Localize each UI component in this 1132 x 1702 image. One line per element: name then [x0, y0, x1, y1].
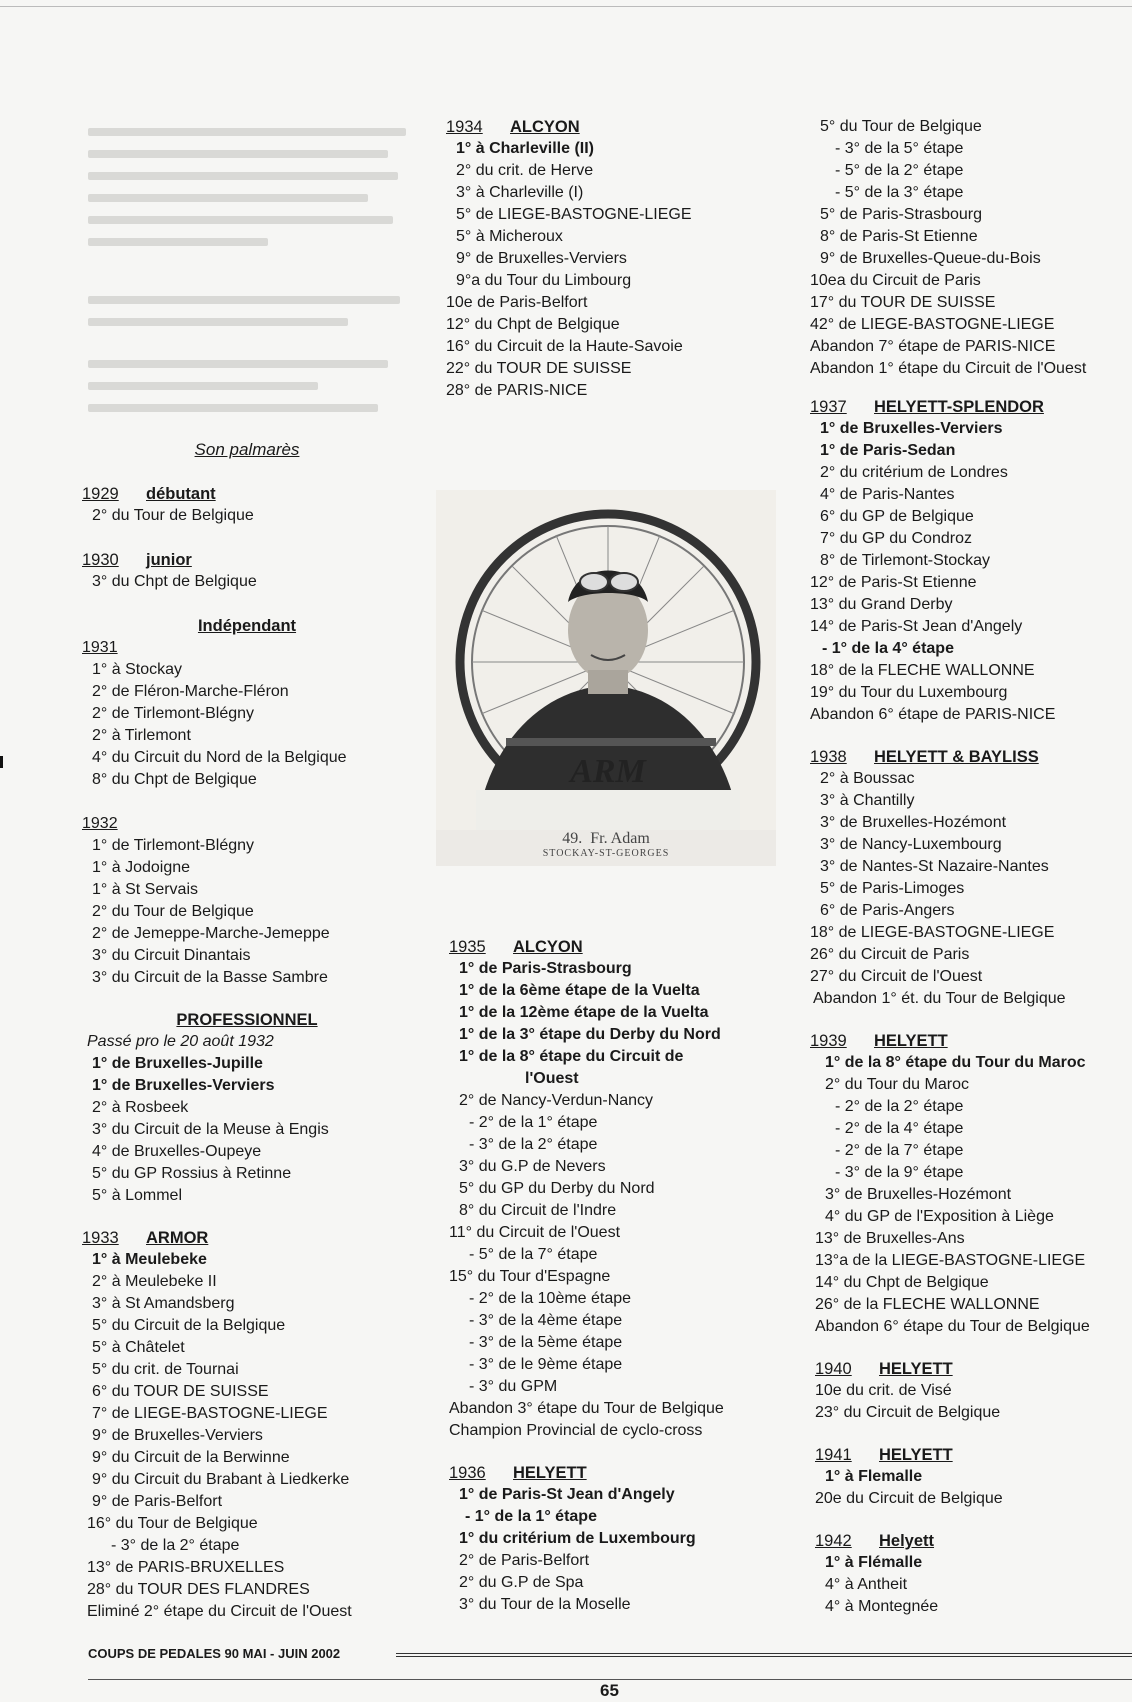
result-item: 26° de la FLECHE WALLONNE [815, 1296, 1040, 1313]
result-item: 11° du Circuit de l'Ouest [449, 1224, 621, 1241]
faded-text-line [88, 216, 393, 224]
photo-caption-name: 49. Fr. Adam [562, 830, 650, 847]
result-subitem: - 3° du GPM [469, 1378, 558, 1395]
result-item: 28° de PARIS-NICE [446, 382, 588, 399]
result-item: 19° du Tour du Luxembourg [810, 684, 1008, 701]
result-item: 23° du Circuit de Belgique [815, 1404, 1001, 1421]
result-item: Eliminé 2° étape du Circuit de l'Ouest [87, 1603, 352, 1620]
result-item: 2° de Nancy-Verdun-Nancy [459, 1092, 654, 1109]
faded-text-line [88, 238, 268, 246]
result-item: 1° à Flemalle [825, 1468, 923, 1485]
result-item: 1° de la 3° étape du Derby du Nord [459, 1026, 721, 1043]
result-item: 5° à Lommel [92, 1187, 182, 1204]
result-item: 4° de Bruxelles-Oupeye [92, 1143, 262, 1160]
result-item: 12° du Chpt de Belgique [446, 316, 620, 333]
result-item: 2° de Paris-Belfort [459, 1552, 590, 1569]
section-title: Son palmarès [194, 440, 300, 459]
result-item: 2° du G.P de Spa [459, 1574, 584, 1591]
result-subitem: - 5° de la 2° étape [835, 162, 964, 179]
magazine-footer: COUPS DE PEDALES 90 MAI - JUIN 2002 [88, 1646, 341, 1661]
faded-text-line [88, 150, 388, 158]
result-item: 8° de Tirlemont-Stockay [820, 552, 991, 569]
season-heading-1938: 1938 HELYETT & BAYLISS [810, 748, 1039, 766]
result-item: 4° à Antheit [825, 1576, 908, 1593]
result-item: 2° à Rosbeek [92, 1099, 189, 1116]
result-item: 9° de Bruxelles-Queue-du-Bois [820, 250, 1041, 267]
faded-text-line [88, 382, 318, 390]
result-subitem: - 2° de la 4° étape [835, 1120, 964, 1137]
result-item: 3° du G.P de Nevers [459, 1158, 606, 1175]
result-subitem: - 1° de la 4° étape [822, 640, 954, 657]
footer-rule [396, 1656, 1132, 1657]
result-item: 3° de Bruxelles-Hozémont [820, 814, 1007, 831]
result-subitem: - 1° de la 1° étape [465, 1508, 597, 1525]
result-item: 8° de Paris-St Etienne [820, 228, 978, 245]
season-heading-1931: 1931 [82, 639, 118, 656]
result-item: 3° du Tour de la Moselle [459, 1596, 631, 1613]
result-item: 10e de Paris-Belfort [446, 294, 588, 311]
result-item: 3° de Nancy-Luxembourg [820, 836, 1002, 853]
season-heading-1936: 1936 HELYETT [449, 1464, 587, 1482]
result-item: 2° de Jemeppe-Marche-Jemeppe [92, 925, 330, 942]
result-item: 9° du Circuit de la Berwinne [92, 1449, 290, 1466]
season-heading-1941: 1941 HELYETT [815, 1446, 953, 1464]
result-subitem: - 3° de la 4ème étape [469, 1312, 623, 1329]
result-item: 9° de Bruxelles-Verviers [456, 250, 627, 267]
result-item: Abandon 6° étape de PARIS-NICE [810, 706, 1056, 723]
result-item: 1° à Flémalle [825, 1554, 923, 1571]
result-item: 3° du Circuit de la Meuse à Engis [92, 1121, 329, 1138]
result-item: 1° de Bruxelles-Verviers [820, 420, 1003, 437]
page-number: 65 [600, 1681, 619, 1700]
result-item: 16° du Tour de Belgique [87, 1515, 258, 1532]
season-heading-1942: 1942 Helyett [815, 1532, 935, 1550]
result-item: 3° du Circuit de la Basse Sambre [92, 969, 328, 986]
result-item: Abandon 1° ét. du Tour de Belgique [813, 990, 1066, 1007]
result-item: 42° de LIEGE-BASTOGNE-LIEGE [810, 316, 1055, 333]
result-item: 1° à Meulebeke [92, 1251, 207, 1268]
faded-text-line [88, 404, 378, 412]
result-item: 2° à Tirlemont [92, 727, 191, 744]
season-heading-1940: 1940 HELYETT [815, 1360, 953, 1378]
season-heading-1939: 1939 HELYETT [810, 1032, 948, 1050]
result-item: 3° du Circuit Dinantais [92, 947, 251, 964]
result-item: 2° à Boussac [820, 770, 915, 787]
result-item: 27° du Circuit de l'Ouest [810, 968, 983, 985]
result-item: 1° de Tirlemont-Blégny [92, 837, 255, 854]
jersey-lettering: ARM [570, 753, 646, 790]
result-item: 2° du Tour de Belgique [92, 507, 254, 524]
rider-photo [436, 490, 776, 866]
result-item: 6° du TOUR DE SUISSE [92, 1383, 269, 1400]
result-item: 2° de Fléron-Marche-Fléron [92, 683, 289, 700]
result-item: 7° du GP du Condroz [820, 530, 972, 547]
result-item: 1° de Bruxelles-Verviers [92, 1077, 275, 1094]
result-item: 2° du critérium de Londres [820, 464, 1008, 481]
footer-rule [396, 1653, 1132, 1654]
result-item: 13° de Bruxelles-Ans [815, 1230, 965, 1247]
result-subitem: - 3° de la 5ème étape [469, 1334, 623, 1351]
result-item: 3° du Chpt de Belgique [92, 573, 257, 590]
rider-photo-illustration [436, 490, 776, 866]
result-item: 9° du Circuit du Brabant à Liedkerke [92, 1471, 350, 1488]
result-item: 2° de Tirlemont-Blégny [92, 705, 255, 722]
season-heading-1933: 1933 ARMOR [82, 1229, 209, 1247]
result-item: 10ea du Circuit de Paris [810, 272, 981, 289]
result-item: 1° à Jodoigne [92, 859, 191, 876]
result-item: 1° de Bruxelles-Jupille [92, 1055, 263, 1072]
result-item: 5° à Châtelet [92, 1339, 185, 1356]
season-heading-1937: 1937 HELYETT-SPLENDOR [810, 398, 1044, 416]
result-item: 3° à Chantilly [820, 792, 915, 809]
result-subitem: - 3° de le 9ème étape [469, 1356, 623, 1373]
result-item: 4° de Paris-Nantes [820, 486, 955, 503]
result-item: 14° de Paris-St Jean d'Angely [810, 618, 1023, 635]
result-subitem: - 5° de la 3° étape [835, 184, 964, 201]
result-item: 13°a de la LIEGE-BASTOGNE-LIEGE [815, 1252, 1086, 1269]
result-item: 5° du crit. de Tournai [92, 1361, 239, 1378]
result-item: 3° de Bruxelles-Hozémont [825, 1186, 1012, 1203]
season-heading-1932: 1932 [82, 815, 118, 832]
result-subitem: - 2° de la 10ème étape [469, 1290, 632, 1307]
top-edge-line [0, 6, 1132, 7]
result-item: 14° du Chpt de Belgique [815, 1274, 989, 1291]
result-item: 1° de Paris-Sedan [820, 442, 956, 459]
result-item: 15° du Tour d'Espagne [449, 1268, 611, 1285]
result-item: 5° à Micheroux [456, 228, 563, 245]
result-item: 1° de Paris-St Jean d'Angely [459, 1486, 675, 1503]
result-item: 16° du Circuit de la Haute-Savoie [446, 338, 683, 355]
faded-text-line [88, 318, 348, 326]
result-item: 4° du GP de l'Exposition à Liège [825, 1208, 1054, 1225]
season-heading-1934: 1934 ALCYON [446, 118, 580, 136]
result-item: 6° du GP de Belgique [820, 508, 974, 525]
margin-mark [0, 756, 3, 768]
result-item: 13° de PARIS-BRUXELLES [87, 1559, 285, 1576]
season-heading-1930: 1930 junior [82, 551, 192, 569]
result-item: 1° de la 12ème étape de la Vuelta [459, 1004, 709, 1021]
result-item: 1° de la 8° étape du Tour du Maroc [825, 1054, 1086, 1071]
result-item: 17° du TOUR DE SUISSE [810, 294, 996, 311]
result-item: 5° du GP du Derby du Nord [459, 1180, 655, 1197]
result-item: 4° à Montegnée [825, 1598, 939, 1615]
result-item: Abandon 3° étape du Tour de Belgique [449, 1400, 724, 1417]
result-item: 10e du crit. de Visé [815, 1382, 952, 1399]
category-title-professionnel: PROFESSIONNEL [176, 1011, 318, 1029]
result-item: 28° du TOUR DES FLANDRES [87, 1581, 310, 1598]
result-subitem: - 5° de la 7° étape [469, 1246, 598, 1263]
category-title-independant: Indépendant [197, 617, 297, 635]
result-subitem: - 3° de la 9° étape [835, 1164, 964, 1181]
season-heading-1929: 1929 débutant [82, 485, 216, 503]
result-item: 1° de Paris-Strasbourg [459, 960, 632, 977]
faded-text-line [88, 128, 406, 136]
result-item: 4° du Circuit du Nord de la Belgique [92, 749, 347, 766]
result-item: 1° de la 6ème étape de la Vuelta [459, 982, 700, 999]
result-item: 18° de LIEGE-BASTOGNE-LIEGE [810, 924, 1055, 941]
faded-text-line [88, 172, 398, 180]
faded-text-line [88, 360, 388, 368]
result-subitem: - 3° de la 2° étape [111, 1537, 240, 1554]
bottom-rule [88, 1679, 1132, 1680]
result-subitem: - 2° de la 7° étape [835, 1142, 964, 1159]
result-item: 2° du crit. de Herve [456, 162, 594, 179]
result-item: 5° de Paris-Limoges [820, 880, 965, 897]
result-item: 1° à Charleville (II) [456, 140, 595, 157]
result-subitem: - 3° de la 2° étape [469, 1136, 598, 1153]
result-item: 3° à St Amandsberg [92, 1295, 235, 1312]
result-item: 2° à Meulebeke II [92, 1273, 217, 1290]
result-subitem: - 3° de la 5° étape [835, 140, 964, 157]
result-item: 22° du TOUR DE SUISSE [446, 360, 632, 377]
result-item: 12° de Paris-St Etienne [810, 574, 977, 591]
result-item: 5° de Paris-Strasbourg [820, 206, 983, 223]
result-item: 9° de Paris-Belfort [92, 1493, 223, 1510]
pro-note: Passé pro le 20 août 1932 [87, 1033, 274, 1050]
result-item: 1° à St Servais [92, 881, 198, 898]
result-item: Abandon 6° étape du Tour de Belgique [815, 1318, 1090, 1335]
result-item: Abandon 1° étape du Circuit de l'Ouest [810, 360, 1087, 377]
result-item: 3° à Charleville (I) [456, 184, 584, 201]
result-item: 1° de la 8° étape du Circuit de [459, 1048, 684, 1065]
result-item-continued: l'Ouest [525, 1070, 579, 1087]
result-item: 5° du GP Rossius à Retinne [92, 1165, 292, 1182]
result-item: Abandon 7° étape de PARIS-NICE [810, 338, 1056, 355]
photo-caption-place: STOCKAY-ST-GEORGES [542, 848, 670, 859]
result-item: 6° de Paris-Angers [820, 902, 955, 919]
result-item: 9° de Bruxelles-Verviers [92, 1427, 263, 1444]
result-item: 9°a du Tour du Limbourg [456, 272, 632, 289]
faded-text-line [88, 296, 400, 304]
result-item: 8° du Chpt de Belgique [92, 771, 257, 788]
result-item: 13° du Grand Derby [810, 596, 953, 613]
result-item: 1° du critérium de Luxembourg [459, 1530, 696, 1547]
result-item: Champion Provincial de cyclo-cross [449, 1422, 703, 1439]
result-item: 18° de la FLECHE WALLONNE [810, 662, 1035, 679]
result-item: 5° du Tour de Belgique [820, 118, 982, 135]
result-item: 8° du Circuit de l'Indre [459, 1202, 617, 1219]
result-item: 2° du Tour du Maroc [825, 1076, 969, 1093]
result-item: 7° de LIEGE-BASTOGNE-LIEGE [92, 1405, 328, 1422]
result-item: 5° de LIEGE-BASTOGNE-LIEGE [456, 206, 692, 223]
result-subitem: - 2° de la 2° étape [835, 1098, 964, 1115]
result-item: 3° de Nantes-St Nazaire-Nantes [820, 858, 1049, 875]
result-item: 26° du Circuit de Paris [810, 946, 970, 963]
result-item: 20e du Circuit de Belgique [815, 1490, 1003, 1507]
faded-text-line [88, 194, 368, 202]
result-item: 1° à Stockay [92, 661, 182, 678]
result-item: 5° du Circuit de la Belgique [92, 1317, 286, 1334]
result-subitem: - 2° de la 1° étape [469, 1114, 598, 1131]
result-item: 2° du Tour de Belgique [92, 903, 254, 920]
season-heading-1935: 1935 ALCYON [449, 938, 583, 956]
